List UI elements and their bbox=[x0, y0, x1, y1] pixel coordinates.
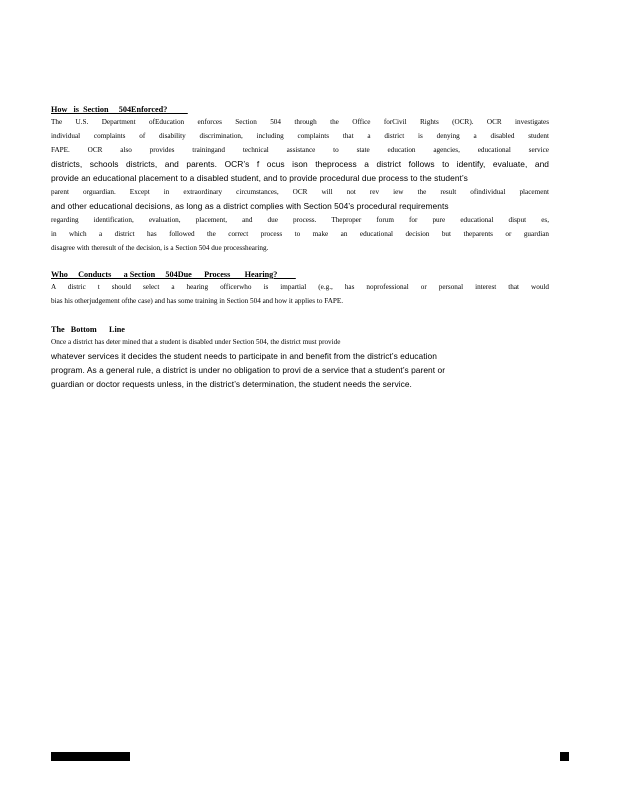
paragraph-line: Once a district has deter mined that a student is disabled under Section 504, the district must provide bbox=[51, 338, 341, 346]
section-heading: The Bottom Line bbox=[51, 325, 125, 334]
paragraph-line: in which a district has followed the correct process to make an educational decision but theparents or guardian bbox=[51, 230, 549, 238]
paragraph-line: whatever services it decides the student needs to participate in and benefit from the district’s education bbox=[51, 351, 437, 361]
section-heading: Who Conducts a Section 504Due Process Hearing? bbox=[51, 270, 296, 279]
paragraph-line: bias his otherjudgement ofthe case) and has some training in Section 504 and how it applies to FAPE. bbox=[51, 297, 344, 305]
paragraph-line: disagree with theresult of the decision, is a Section 504 due processhearing. bbox=[51, 244, 269, 252]
paragraph-line: and other educational decisions, as long as a district complies with Section 504’s procedural requirements bbox=[51, 201, 449, 211]
paragraph-line: parent orguardian. Except in extraordinary circumstances, OCR will not rev iew the result ofindividual placement bbox=[51, 188, 549, 196]
paragraph-line: FAPE. OCR also provides trainingand technical assistance to state education agencies, educational service bbox=[51, 146, 549, 154]
paragraph-line: The U.S. Department ofEducation enforces Section 504 through the Office forCivil Rights (OCR). OCR investigates bbox=[51, 118, 549, 126]
paragraph-line: guardian or doctor requests unless, in the district’s determination, the student needs the service. bbox=[51, 379, 412, 389]
footer-square-mark bbox=[560, 752, 569, 761]
paragraph-line: A distric t should select a hearing officerwho is impartial (e.g., has noprofessional or personal interest that would bbox=[51, 283, 549, 291]
footer-bar bbox=[51, 752, 130, 761]
paragraph-line: districts, schools districts, and parents. OCR’s f ocus ison theprocess a district follows to identify, evaluate, and bbox=[51, 159, 549, 169]
section-who-conducts bbox=[51, 270, 549, 308]
paragraph-line: program. As a general rule, a district is under no obligation to provi de a service that a student’s parent or bbox=[51, 365, 446, 375]
section-heading: How is Section 504Enforced? bbox=[51, 105, 188, 114]
paragraph-line: individual complaints of disability discrimination, including complaints that a district is denying a disabled student bbox=[51, 132, 549, 140]
section-how-enforced bbox=[51, 105, 549, 255]
section-bottom-line bbox=[51, 325, 549, 391]
paragraph-line: provide an educational placement to a disabled student, and to provide procedural due process to the student’s bbox=[51, 173, 468, 183]
paragraph-line: regarding identification, evaluation, placement, and due process. Theproper forum for pure educational disput es, bbox=[51, 216, 549, 224]
